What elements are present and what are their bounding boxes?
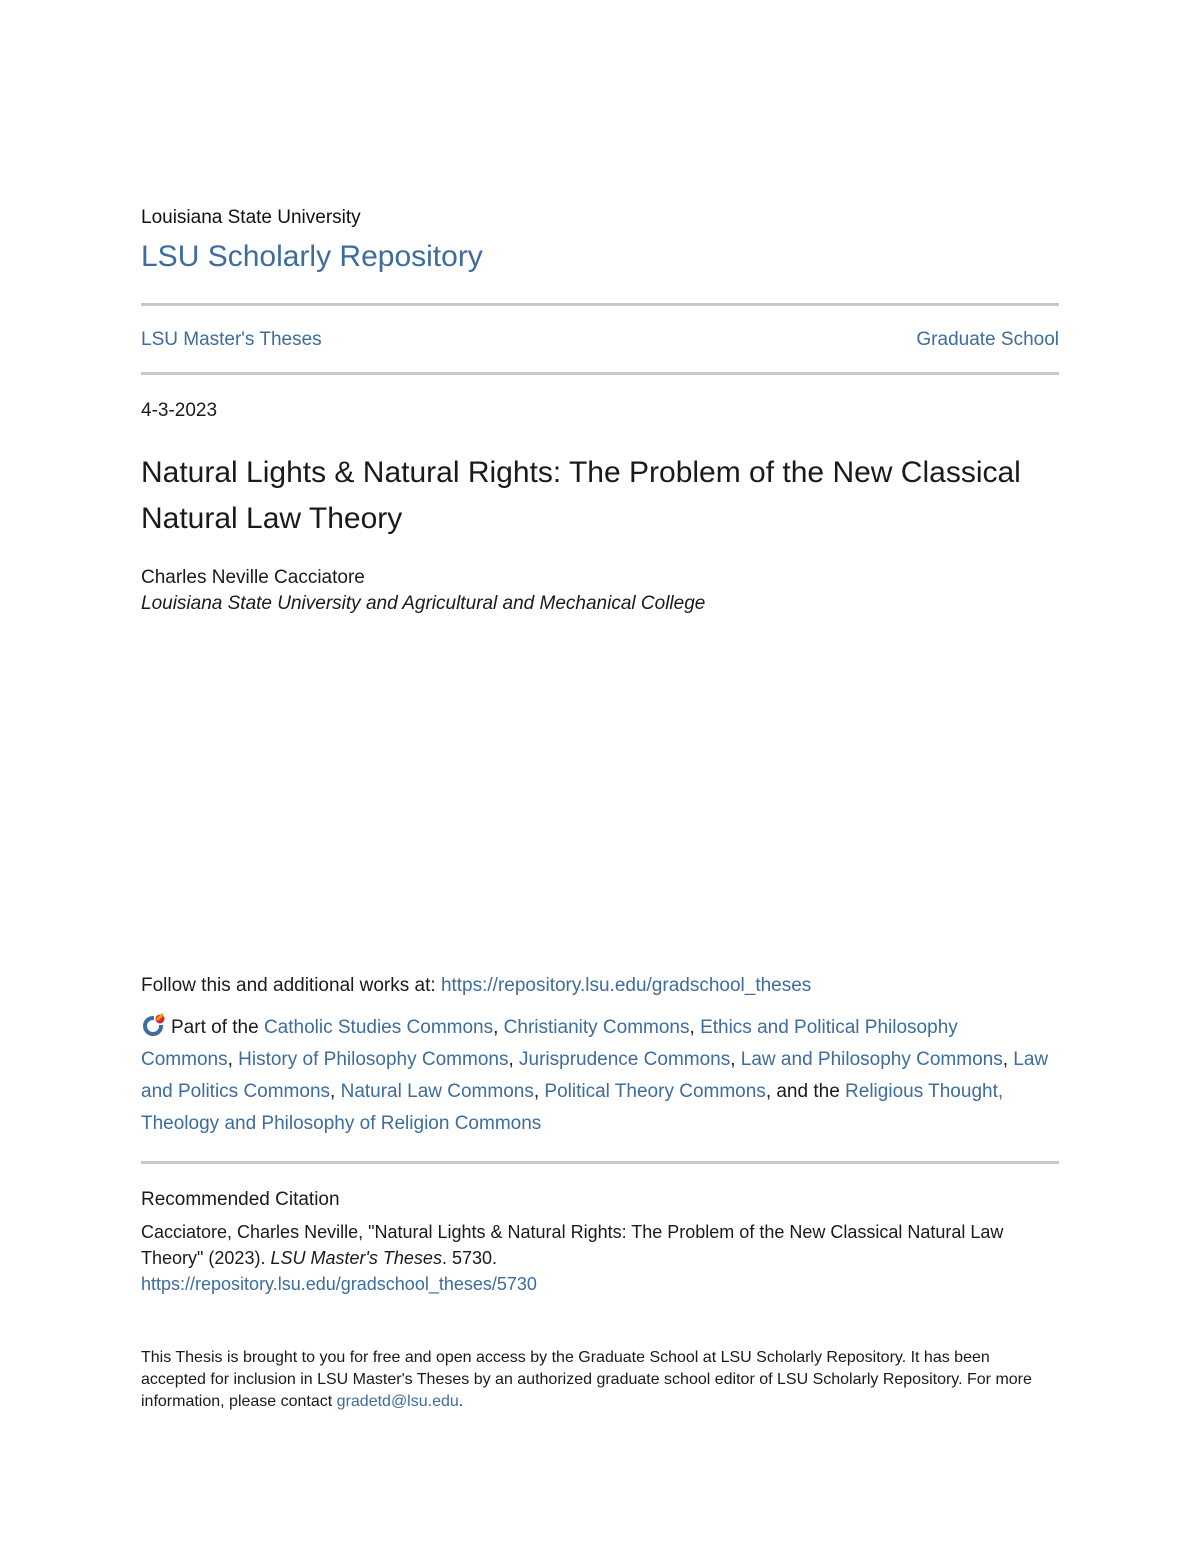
- partof-separator: ,: [330, 1081, 341, 1102]
- follow-line: [141, 975, 811, 997]
- partof-separator: ,: [533, 1081, 545, 1102]
- discipline-link[interactable]: Natural Law Commons: [340, 1081, 534, 1102]
- department-link[interactable]: Graduate School: [916, 329, 1059, 350]
- partof-separator: ,: [730, 1049, 741, 1070]
- partof-links: [141, 1017, 1048, 1134]
- title-line-1: Natural Lights & Natural Rights: The Problem of the New Classical: [141, 456, 1021, 489]
- discipline-link[interactable]: Law and Politics Commons: [141, 1049, 1049, 1102]
- citation-url-link[interactable]: https://repository.lsu.edu/gradschool_theses/5730: [141, 1274, 537, 1294]
- divider-citation: [141, 1161, 1059, 1164]
- institution-name: Louisiana State University: [141, 207, 361, 228]
- author-affiliation: Louisiana State University and Agricultural and Mechanical College: [141, 593, 706, 614]
- repository-link[interactable]: LSU Scholarly Repository: [141, 240, 483, 273]
- citation-body: [141, 1219, 1051, 1297]
- discipline-link[interactable]: History of Philosophy Commons: [238, 1049, 509, 1070]
- discipline-link[interactable]: Religious Thought, Theology and Philosophy of Religion Commons: [141, 1081, 1004, 1134]
- discipline-link[interactable]: Catholic Studies Commons: [263, 1017, 494, 1038]
- citation-number: . 5730.: [441, 1248, 497, 1268]
- discipline-link[interactable]: Ethics and Political Philosophy Commons: [141, 1017, 958, 1070]
- contact-email-link[interactable]: gradetd@lsu.edu: [336, 1393, 459, 1410]
- partof-separator: ,: [227, 1049, 239, 1070]
- collection-link[interactable]: LSU Master's Theses: [141, 329, 322, 350]
- discipline-link[interactable]: Law and Philosophy Commons: [740, 1049, 1003, 1070]
- divider-top: [141, 303, 1059, 306]
- citation-series: LSU Master's Theses: [270, 1248, 442, 1268]
- citation-heading: Recommended Citation: [141, 1189, 340, 1210]
- divider-header: [141, 372, 1059, 375]
- author-name: Charles Neville Cacciatore: [141, 567, 365, 588]
- discipline-link[interactable]: Political Theory Commons: [544, 1081, 766, 1102]
- discipline-link[interactable]: Christianity Commons: [503, 1017, 690, 1038]
- title-line-2: Natural Law Theory: [141, 502, 403, 535]
- follow-prefix: Follow this and additional works at:: [141, 975, 441, 996]
- partof-separator: ,: [689, 1017, 701, 1038]
- partof-separator: , and the: [765, 1081, 846, 1102]
- partof-separator: ,: [508, 1049, 520, 1070]
- access-notice: [141, 1347, 1041, 1413]
- part-of-disciplines: [141, 1012, 1051, 1140]
- partof-separator: ,: [493, 1017, 504, 1038]
- network-icon: [141, 1012, 167, 1038]
- follow-url-link[interactable]: https://repository.lsu.edu/gradschool_theses: [440, 975, 812, 996]
- partof-prefix: Part of the: [171, 1017, 264, 1038]
- partof-separator: ,: [1002, 1049, 1014, 1070]
- citation-text: Cacciatore, Charles Neville, "Natural Lights & Natural Rights: The Problem of the New Classical Natural Law Theory" (2023).: [141, 1222, 1004, 1268]
- access-notice-end: .: [458, 1393, 464, 1410]
- publication-date: 4-3-2023: [141, 400, 218, 421]
- document-title: [141, 450, 1071, 542]
- access-notice-text: This Thesis is brought to you for free and open access by the Graduate School at LSU Scholarly Repository. It has been accepted for inclusion in LSU Master's Theses by an authorized graduate school editor of LSU Scholarly Repository. For more information, please contact: [141, 1349, 1032, 1410]
- discipline-link[interactable]: Jurisprudence Commons: [519, 1049, 731, 1070]
